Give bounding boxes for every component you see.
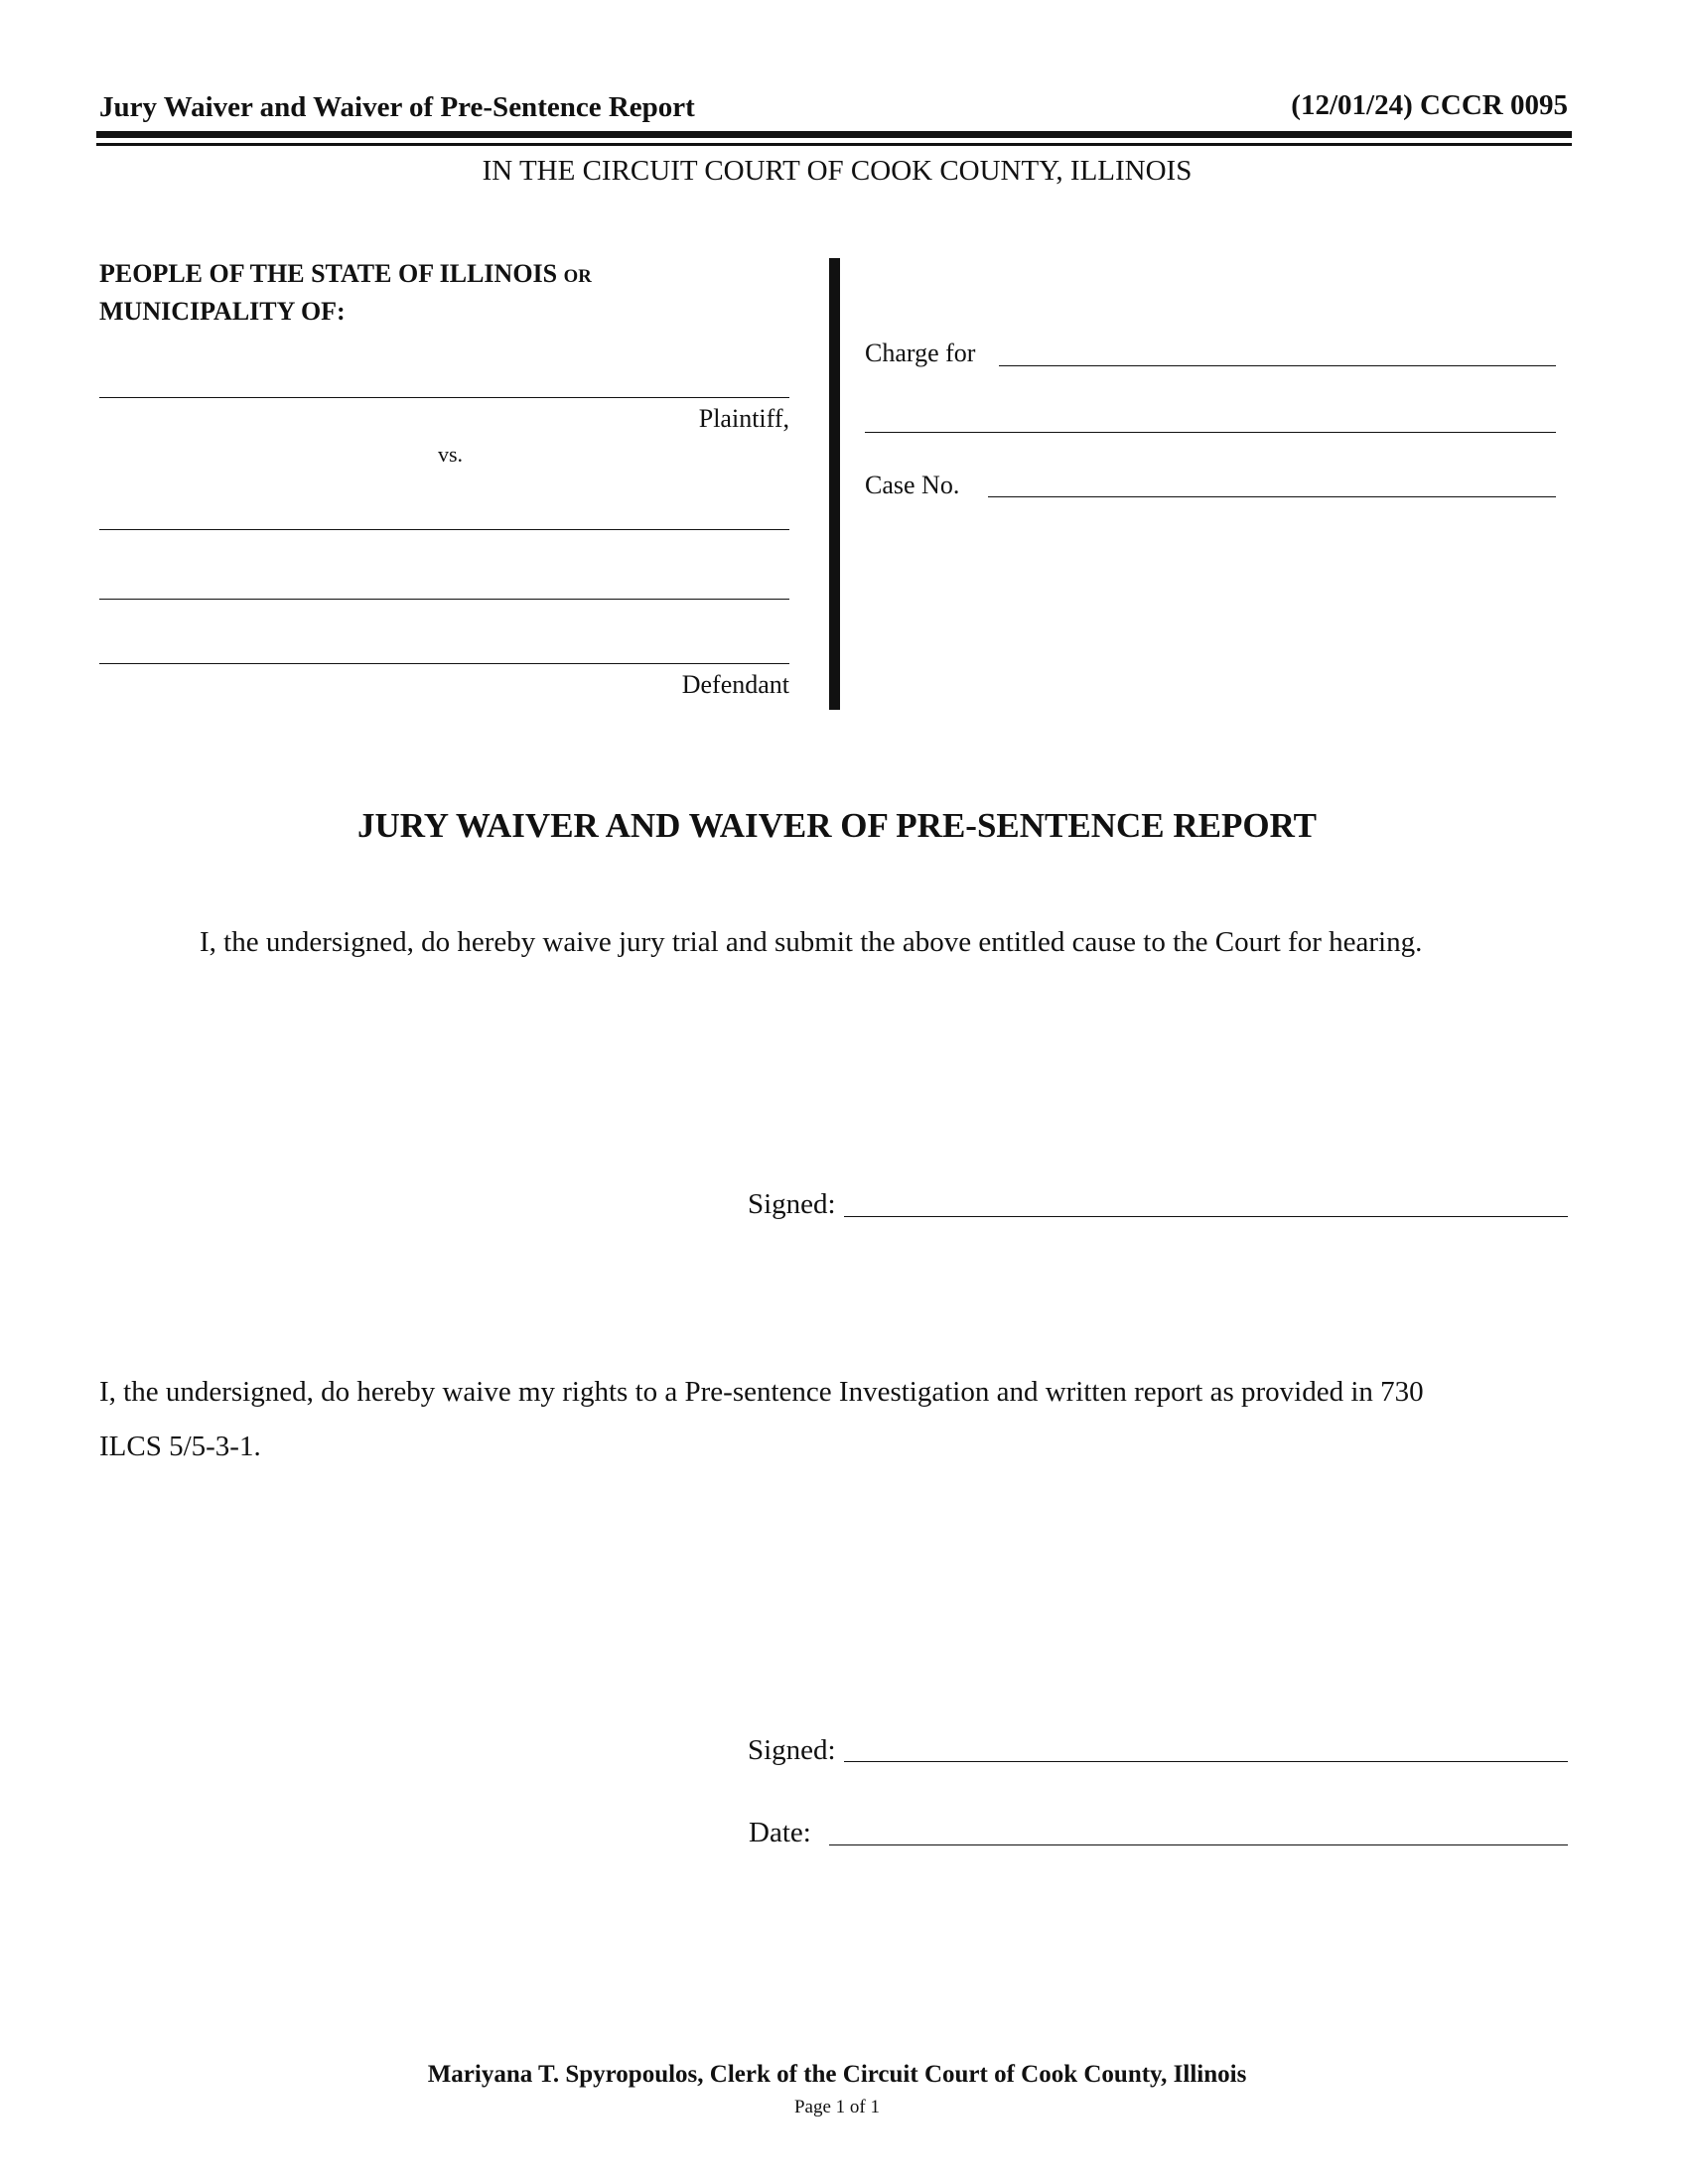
document-title: JURY WAIVER AND WAIVER OF PRE-SENTENCE REPORT <box>356 806 1317 845</box>
psi-waiver-text-line2: ILCS 5/5-3-1. <box>99 1431 261 1462</box>
date-line[interactable] <box>829 1844 1568 1845</box>
clerk-footer: Mariyana T. Spyropoulos, Clerk of the Circuit Court of Cook County, Illinois <box>427 2061 1247 2088</box>
jury-signed-label: Signed: <box>748 1188 836 1220</box>
jury-waiver-text: I, the undersigned, do hereby waive jury trial and submit the above entitled cause to the Court for hearing. <box>200 926 1423 958</box>
people-line: PEOPLE OF THE STATE OF ILLINOIS <box>99 259 558 288</box>
case-no-line[interactable] <box>988 496 1556 497</box>
defendant-line-3[interactable] <box>99 663 789 664</box>
case-no-label: Case No. <box>865 471 960 499</box>
psi-signed-label: Signed: <box>748 1734 836 1766</box>
header-thin-rule <box>96 143 1572 146</box>
page-number: Page 1 of 1 <box>793 2097 880 2117</box>
jury-signature-line[interactable] <box>844 1216 1568 1217</box>
date-label: Date: <box>749 1817 811 1848</box>
charge-for-line-2[interactable] <box>865 432 1556 433</box>
form-code: (12/01/24) CCCR 0095 <box>1291 89 1568 121</box>
plaintiff-label: Plaintiff, <box>698 404 789 433</box>
plaintiff-name-line[interactable] <box>99 397 789 398</box>
defendant-label: Defendant <box>681 670 789 699</box>
vs-label: vs. <box>438 442 464 467</box>
psi-waiver-text-line1: I, the undersigned, do hereby waive my rights to a Pre-sentence Investigation and written report as provided in 730 <box>99 1376 1424 1408</box>
defendant-line-1[interactable] <box>99 529 789 530</box>
defendant-line-2[interactable] <box>99 599 789 600</box>
psi-signature-line[interactable] <box>844 1761 1568 1762</box>
header-thick-rule <box>96 131 1572 138</box>
caption-divider <box>829 258 840 710</box>
form-title: Jury Waiver and Waiver of Pre-Sentence Report <box>99 91 695 123</box>
charge-for-line[interactable] <box>999 365 1556 366</box>
or-label: OR <box>563 266 592 287</box>
charge-for-label: Charge for <box>865 339 976 367</box>
people-label <box>99 261 592 287</box>
court-heading: IN THE CIRCUIT COURT OF COOK COUNTY, ILLINOIS <box>482 155 1193 187</box>
municipality-label: MUNICIPALITY OF: <box>99 297 346 326</box>
